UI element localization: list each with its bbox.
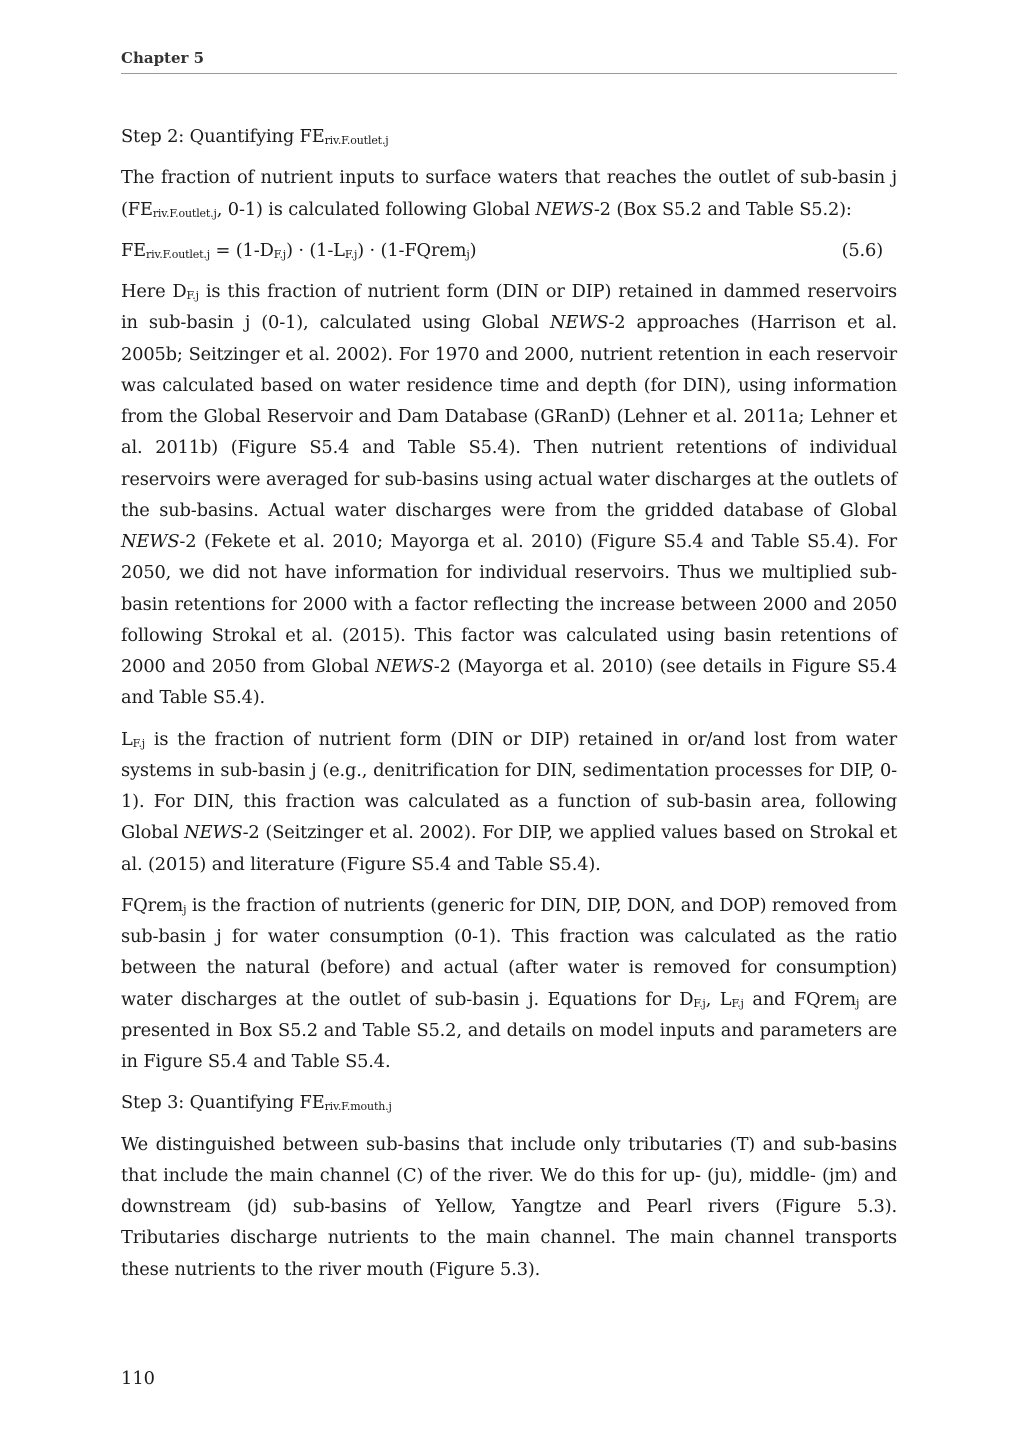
step3-heading-subscript: riv.F.mouth.j xyxy=(324,1100,392,1114)
model-name: NEWS xyxy=(121,531,180,552)
equation-5-6 xyxy=(121,235,897,266)
subscript: riv.F.outlet.j xyxy=(152,206,217,220)
text-run: -2 (Fekete et al. 2010; Mayorga et al. 2010) (Figure S5.4 and Table S5.4). For 2050, we did not have information for individual reservoirs. Thus we multiplied sub-basin retentions for 2000 with a factor reflecting the increase between 2000 and 2050 following Strokal et al. (2015). This factor was calculated using basin retentions of 2000 and 2050 from Global xyxy=(121,531,897,677)
subscript: F.j xyxy=(344,247,358,261)
paragraph-water-systems-retention xyxy=(121,724,897,880)
subscript: F.j xyxy=(186,289,199,302)
equation-term: = (1-D xyxy=(210,239,274,261)
equation-term: ) xyxy=(469,239,477,261)
text-run: -2 (Seitzinger et al. 2002). For DIP, we applied values based on Strokal et al. (2015) and literature (Figure S5.4 and Table S5.4). xyxy=(121,822,897,875)
equation-term: FE xyxy=(121,239,147,261)
text-run: FQrem xyxy=(121,894,184,916)
text-run: Here D xyxy=(121,281,187,302)
text-run: is this fraction of nutrient form (DIN or DIP) retained in dammed reservoirs in sub-basin j (0-1), calculated using Global xyxy=(121,281,898,334)
text-run: is the fraction of nutrient form (DIN or DIP) retained in or/and lost from water systems in sub-basin j (e.g., denitrification for DIN, sedimentation processes for DIP, 0-1). For DIN, this fraction was calculated as a function of sub-basin area, following Global xyxy=(121,728,897,844)
subscript: F.j xyxy=(273,247,287,261)
subscript: riv.F.outlet.j xyxy=(146,247,211,261)
text-run: -2 (Box S5.2 and Table S5.2): xyxy=(593,198,852,220)
chapter-title: Chapter 5 xyxy=(121,49,205,67)
step2-heading-text: Step 2: Quantifying FE xyxy=(121,126,325,147)
text-run: are presented in Box S5.2 and Table S5.2, and details on model inputs and parameters are in Figure S5.4 and Table S5.4. xyxy=(121,988,898,1072)
text-run: and FQrem xyxy=(743,988,856,1010)
model-name: NEWS xyxy=(535,198,594,220)
subscript: F.j xyxy=(132,736,146,750)
text-run: The fraction of nutrient inputs to surface waters that reaches the outlet of sub-basin j (FE xyxy=(121,167,897,220)
page-body xyxy=(121,121,897,1295)
model-name: NEWS xyxy=(184,822,243,844)
equation-term: ) · (1-FQrem xyxy=(357,239,467,261)
model-name: NEWS xyxy=(375,656,434,677)
text-run: -2 approaches (Harrison et al. 2005b; Seitzinger et al. 2002). For 1970 and 2000, nutrient retention in each reservoir was calculated based on water residence time and depth (for DIN), using information from the Global Reservoir and Dam Database (GRanD) (Lehner et al. 2011a; Lehner et al. 2011b) (Figure S5.4 and Table S5.4). Then nutrient retentions of individual reservoirs were averaged for sub-basins using actual water discharges at the outlets of the sub-basins. Actual water discharges were from the gridded database of Global xyxy=(121,312,897,521)
page-header xyxy=(121,47,897,74)
text-run: -2 (Mayorga et al. 2010) (see details in Figure S5.4 and Table S5.4). xyxy=(121,656,898,709)
paragraph-water-consumption xyxy=(121,890,897,1078)
text-run: L xyxy=(121,728,133,750)
equation-term: ) · (1-L xyxy=(286,239,345,261)
step2-heading xyxy=(121,121,897,152)
text-run: , L xyxy=(705,988,732,1010)
step2-heading-subscript: riv.F.outlet.j xyxy=(324,134,389,147)
paragraph-sub-basin-types: We distinguished between sub-basins that include only tributaries (T) and sub-basins that include the main channel (C) of the river. We do this for up- (ju), middle- (jm) and downstream (jd) sub-basins of Yellow, Yangtze and Pearl rivers (Figure 5.3). Tributaries discharge nutrients to the main channel. The main channel transports these nutrients to the river mouth (Figure 5.3). xyxy=(121,1133,897,1280)
subscript: F.j xyxy=(693,996,706,1010)
equation-number: (5.6) xyxy=(841,239,883,261)
text-run: , 0-1) is calculated following Global xyxy=(216,198,536,220)
subscript: F.j xyxy=(731,996,744,1010)
subscript: j xyxy=(183,902,187,916)
subscript: j xyxy=(466,247,470,261)
text-run: is the fraction of nutrients (generic for DIN, DIP, DON, and DOP) removed from sub-basin j for water consumption (0-1). This fraction was calculated as the ratio between the natural (before) and actual (after water is removed for consumption) water discharges at the outlet of sub-basin j. Equations for D xyxy=(121,894,897,1010)
subscript: j xyxy=(856,996,860,1010)
paragraph-fraction-outlet xyxy=(121,162,897,225)
paragraph-reservoir-retention xyxy=(121,276,897,714)
step3-heading xyxy=(121,1087,897,1118)
step3-heading-text: Step 3: Quantifying FE xyxy=(121,1092,325,1114)
model-name: NEWS xyxy=(550,312,609,334)
page-number: 110 xyxy=(121,1368,155,1389)
